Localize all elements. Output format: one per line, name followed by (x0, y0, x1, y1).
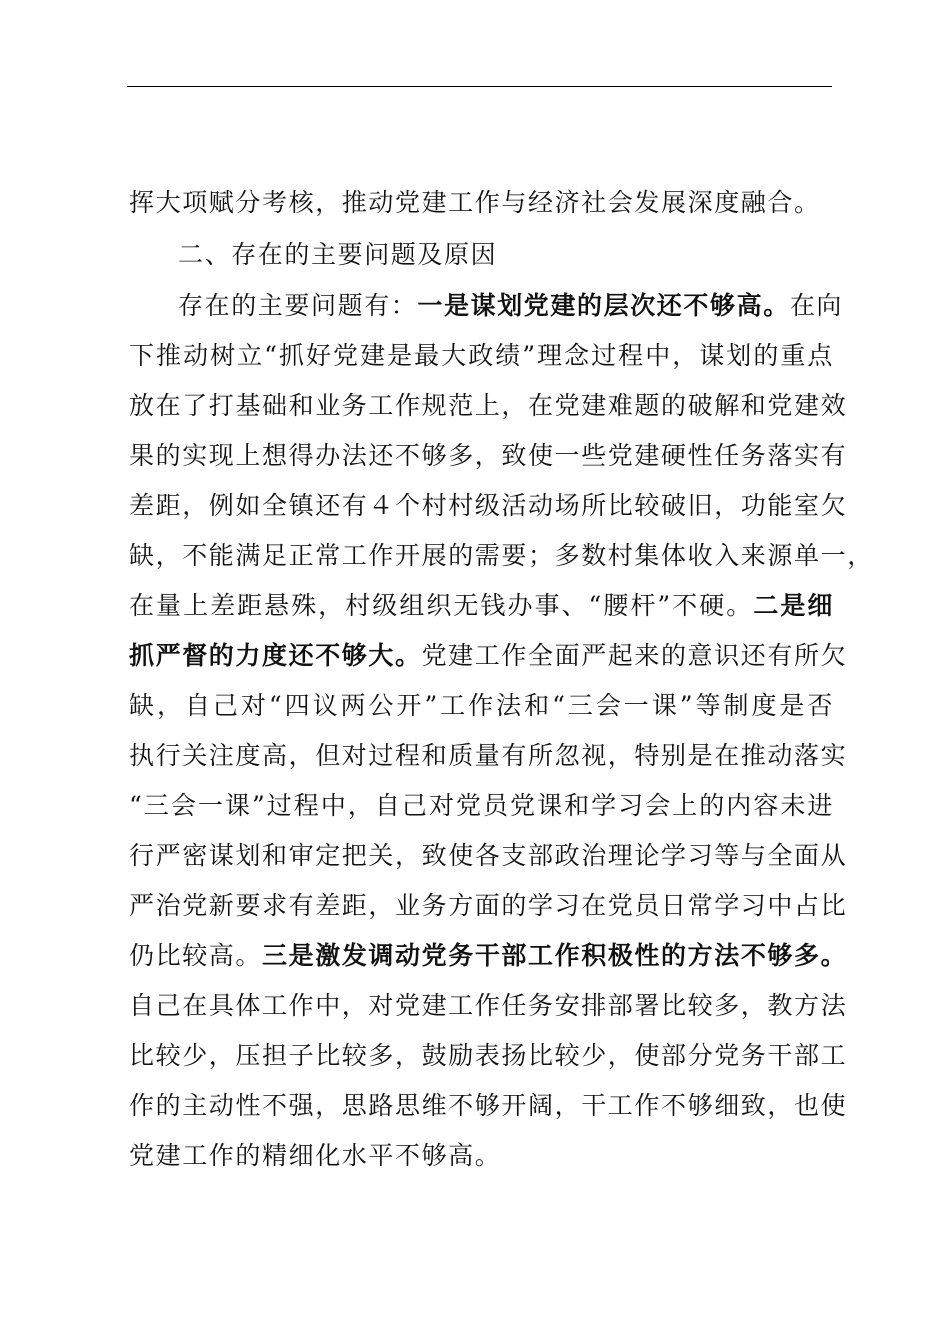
text-run: “三会一课”过程中，自己对党员党课和学习会上的内容未进 (129, 791, 834, 820)
text-run: 在向 (789, 291, 844, 320)
line-6 (129, 489, 848, 523)
text-run: 作的主动性不强，思路思维不够开阔，干工作不够细致，也使 (129, 1091, 848, 1120)
text-run: 缺，不能满足正常工作开展的需要；多数村集体收入来源单一， (129, 541, 874, 570)
text-run: 党建工作的精细化水平不够高。 (129, 1141, 502, 1170)
line-0 (129, 186, 834, 220)
line-9 (129, 639, 848, 673)
text-run: 在量上差距悬殊，村级组织无钱办事、“腰杆”不硬。 (129, 591, 754, 620)
bold-run: 一是谋划党建的层次还不够高。 (417, 291, 790, 320)
line-17 (129, 1039, 848, 1073)
line-18 (129, 1089, 848, 1123)
line-19 (129, 1139, 834, 1173)
line-14 (129, 889, 848, 923)
text-run: 差距，例如全镇还有４个村村级活动场所比较破旧，功能室欠 (129, 491, 848, 520)
text-run: 下推动树立“抓好党建是最大政绩”理念过程中，谋划的重点 (129, 341, 834, 370)
line-11 (129, 739, 848, 773)
line-8 (129, 589, 834, 623)
text-run: 存在的主要问题有： (178, 291, 418, 320)
line-13 (129, 839, 848, 873)
text-run: 缺，自己对“四议两公开”工作法和“三会一课”等制度是否 (129, 691, 834, 720)
bold-run: 三是激发调动党务干部工作积极性的方法不够多。 (262, 941, 848, 970)
line-2 (178, 289, 844, 323)
text-run: 党建工作全面严起来的意识还有所欠 (421, 641, 848, 670)
text-run: 挥大项赋分考核，推动党建工作与经济社会发展深度融合。 (129, 188, 821, 217)
bold-run: 二是细 (753, 591, 834, 620)
text-run: 行严密谋划和审定把关，致使各支部政治理论学习等与全面从 (129, 841, 848, 870)
line-7 (129, 539, 874, 573)
line-5 (129, 439, 848, 473)
text-run: 严治党新要求有差距，业务方面的学习在党员日常学习中占比 (129, 891, 848, 920)
text-run: 果的实现上想得办法还不够多，致使一些党建硬性任务落实有 (129, 441, 848, 470)
bold-run: 抓严督的力度还不够大。 (129, 641, 422, 670)
line-4 (129, 389, 848, 423)
text-run: 二、存在的主要问题及原因 (178, 240, 498, 269)
line-3 (129, 339, 834, 373)
line-12 (129, 789, 834, 823)
text-run: 放在了打基础和业务工作规范上，在党建难题的破解和党建效 (129, 391, 848, 420)
line-15 (129, 939, 848, 973)
text-run: 执行关注度高，但对过程和质量有所忽视，特别是在推动落实 (129, 741, 848, 770)
header-rule (127, 86, 832, 87)
line-10 (129, 689, 834, 723)
text-run: 比较少，压担子比较多，鼓励表扬比较少，使部分党务干部工 (129, 1041, 848, 1070)
text-run: 自己在具体工作中，对党建工作任务安排部署比较多，教方法 (129, 991, 848, 1020)
text-run: 仍比较高。 (129, 941, 263, 970)
line-16 (129, 989, 848, 1023)
section-heading (178, 238, 834, 272)
